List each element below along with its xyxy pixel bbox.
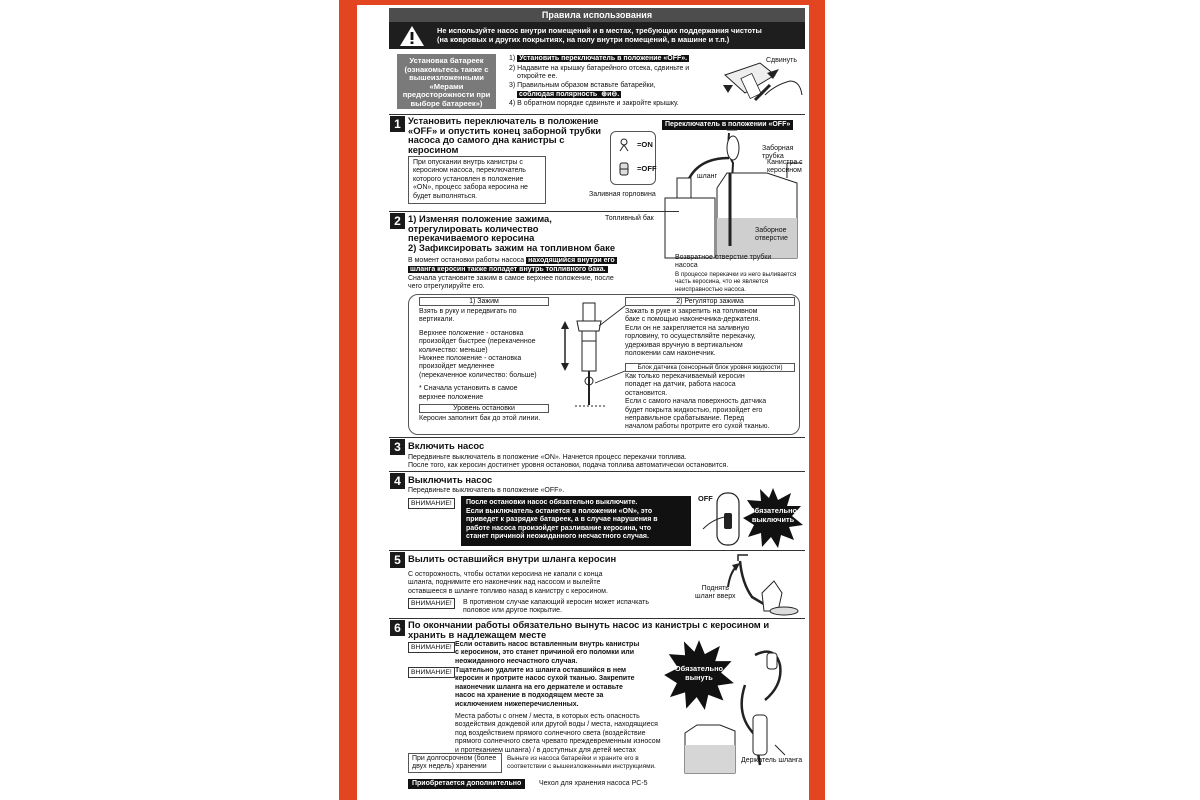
clamp-line: (перекаченное количество: больше) — [419, 371, 537, 379]
s5-line: шланга, поднимите его наконечник над насосом и вылейте — [408, 579, 601, 587]
s6-places-line: Места работы с огнем / места, в которых есть опасность — [455, 713, 640, 720]
regulator-line: Зажать в руке и закрепить на топливном — [625, 308, 758, 315]
switch-on-icon — [617, 137, 631, 153]
regulator-text — [625, 308, 760, 358]
clamp-line: количество: меньше) — [419, 346, 488, 354]
separator — [389, 550, 805, 551]
step-number-3: 3 — [390, 439, 405, 455]
s1-note-line: керосином насоса, переключатель — [413, 167, 526, 175]
sensor-line: Если с самого начала поверхность датчика — [625, 398, 767, 406]
s4-burst-line: Обязательно — [748, 506, 798, 515]
s6-w1-line: неожиданного несчастного случая. — [455, 657, 578, 665]
s6-warning-tag-2: ВНИМАНИЕ! — [408, 667, 455, 678]
optional-label: Приобретается дополнительно — [408, 779, 525, 789]
s6-warning-tag-1: ВНИМАНИЕ! — [408, 642, 455, 653]
s6-places-line: и протеканием шланга) / в доступных для детей местах — [455, 746, 637, 754]
separator — [389, 211, 679, 212]
battery-step-3: 3) Правильным образом вставьте батарейки, — [509, 82, 656, 89]
battery-step-3b — [517, 91, 621, 99]
s4-burst-text — [746, 507, 800, 524]
regulator-line: Если он не закрепляется на заливную — [625, 324, 750, 332]
s6-burst-line: вынуть — [685, 672, 713, 682]
stop-level-text: Керосин заполнит бак до этой линии. — [419, 415, 541, 422]
s6-places-line: воздействия дождевой или другой воды / места, находящиеся — [455, 721, 658, 729]
clamp-illustration — [555, 301, 625, 411]
regulator-line: баке с помощью наконечника-держателя. — [625, 316, 761, 324]
warning-line-1: Не используйте насос внутри помещений и в местах, требующих поддержания чистоты — [437, 26, 762, 35]
storage-text-line: Выньте из насоса батарейки и храните его в — [507, 755, 639, 762]
storage-box-line: При долгосрочном (более — [412, 755, 497, 762]
s2-intro-3: Сначала установите зажим в самое верхнее положение, после — [408, 275, 614, 282]
suction-hole-label — [755, 227, 788, 243]
switch-off-icon — [617, 161, 631, 177]
return-hole-line: насоса — [675, 262, 698, 269]
sensor-line: будет покрыта жидкостью, произойдет его — [625, 406, 763, 414]
storage-box-line: двух недель) хранении — [412, 763, 487, 771]
battery-box-line: (ознакомьтесь также с — [404, 64, 489, 74]
clamp-line: * Сначала установить в самое — [419, 385, 518, 393]
clamp-line: верхнее положение — [419, 393, 484, 401]
s4-text: Передвиньте выключатель в положение «OFF». — [408, 487, 565, 494]
step-number-4: 4 — [390, 473, 405, 489]
clamp-line: произойдет медленнее — [419, 363, 495, 371]
lift-hose-line: шланг вверх — [695, 593, 736, 600]
return-hole-line: Возвратное отверстие трубки — [675, 254, 772, 261]
s5-warning-tag: ВНИМАНИЕ! — [408, 598, 455, 609]
s3-title: Включить насос — [408, 440, 485, 451]
sensor-line: попадет на датчик, работа насоса — [625, 381, 736, 389]
sensor-text — [625, 373, 769, 432]
switch-off-label: Переключатель в положении «OFF» — [662, 120, 793, 130]
s6-w2-line: Тщательно удалите из шланга оставшийся в нем — [455, 667, 627, 674]
lift-hose-line: Поднять — [701, 585, 729, 592]
s2-title-line: перекачиваемого керосина — [408, 232, 535, 244]
battery-step-4: 4) В обратном порядке сдвиньте и закройте крышку. — [509, 100, 679, 107]
step-number-6: 6 — [390, 620, 405, 636]
warning-triangle-icon — [399, 25, 425, 47]
return-note-line: В процессе перекачки из него выливается — [675, 271, 797, 278]
s1-title-line: насоса до самого дна канистры с — [408, 134, 565, 146]
storage-text-line: соответствии с вышеизложенными инструкциями. — [507, 763, 656, 770]
s2-intro-4: чего отрегулируйте его. — [408, 283, 485, 290]
step-number-5: 5 — [390, 552, 405, 568]
polarity-symbols: ⊕и⊖. — [601, 91, 620, 98]
canister-label-line: керосином — [767, 167, 802, 174]
s6-w1-line: Если оставить насос вставленным внутрь канистры — [455, 641, 640, 648]
on-label: =ON — [637, 140, 653, 149]
s5-warning-line: половое или другое покрытие. — [463, 607, 562, 615]
s1-note-line: будет выполняться. — [413, 192, 478, 200]
regulator-title: 2) Регулятор зажима — [625, 297, 795, 306]
battery-step-2b: откройте ее. — [517, 73, 558, 80]
regulator-line: положении сам наконечник. — [625, 350, 716, 358]
s4-warning-box — [461, 496, 691, 546]
s6-w2-line: исключением нижеперечисленных. — [455, 700, 579, 708]
step-1-text: Установить переключатель в положение «OFF». — [519, 55, 688, 62]
s5-text — [408, 571, 608, 596]
storage-box — [408, 753, 502, 773]
sensor-line: остановится. — [625, 389, 668, 397]
s6-w2-line: насос на хранение в подходящем месте за — [455, 692, 604, 700]
hose-label: шланг — [697, 173, 718, 180]
s2-intro-c: шланга керосин также попадет внутрь топливного бака. — [410, 266, 606, 273]
regulator-line: удерживая вручную в вертикальном — [625, 341, 743, 349]
clamp-line: Взять в руку и передвигать по — [419, 308, 517, 315]
s4-warning-line: станет причиной неожиданного несчастного случая. — [466, 533, 649, 541]
s2-title-line: отрегулировать количество — [408, 222, 539, 234]
s5-warning-text — [463, 599, 649, 616]
battery-box-line: Установка батареек — [409, 56, 484, 65]
return-hole-label — [675, 254, 771, 270]
header-bar — [389, 8, 805, 22]
s5-line: С осторожность, чтобы остатки керосина не капали с конца — [408, 571, 603, 578]
s3-line: После того, как керосин достигнет уровня остановки, подача топлива автоматически остановится. — [408, 462, 729, 470]
instruction-sheet — [357, 5, 809, 800]
s5-line: оставшееся в шланге топливо назад в канистру с керосином. — [408, 587, 608, 595]
battery-box-line: выборе батареек») — [410, 98, 483, 108]
s3-text — [408, 454, 728, 471]
s2-intro-a: В момент остановки работы насоса — [408, 257, 525, 264]
s6-w2-line: наконечник шланга на его держателе и оставьте — [455, 683, 623, 691]
s4-warning-line: Если выключатель останется в положении «ON», это — [466, 507, 653, 515]
s2-title-line: 1) Изменяя положение зажима, — [408, 213, 552, 224]
s1-title-line: «OFF» и опустить конец заборной трубки — [408, 124, 601, 136]
s4-title: Выключить насос — [408, 474, 493, 485]
off-switch-label: OFF — [698, 494, 713, 503]
s6-w2-line: керосин и протрите насос сухой тканью. Закрепите — [455, 675, 635, 683]
clamp-line: вертикали. — [419, 316, 455, 324]
battery-box — [397, 54, 496, 109]
s5-title: Вылить оставшийся внутри шланга керосин — [408, 553, 617, 564]
s4-warning-line: После остановки насос обязательно выключите. — [466, 499, 638, 506]
lift-hose-illustration — [722, 553, 802, 615]
clamp-line: Нижнее положение - остановка — [419, 355, 522, 363]
s6-places — [455, 713, 661, 755]
s1-note-line: которого установлен в положение — [413, 175, 524, 183]
sensor-line: Как только перекачиваемый керосин — [625, 373, 745, 380]
warning-line-2: (на ковровых и других покрытиях, на полу внутри помещений, в машине и т.п.) — [437, 35, 730, 44]
canister-label-line: Канистра с — [767, 159, 803, 166]
s6-places-line: прямого солнечного света чревато преждевременным износом — [455, 738, 661, 746]
s1-title — [408, 116, 601, 154]
slide-label: Сдвинуть — [766, 57, 797, 64]
s4-warning-tag: ВНИМАНИЕ! — [408, 498, 455, 509]
step-number-1: 1 — [390, 116, 405, 132]
battery-box-line: предосторожности при — [402, 90, 491, 100]
s6-burst-line: Обязательно — [674, 664, 724, 673]
filler-neck-label: Заливная горловина — [589, 191, 656, 198]
suction-hole-line: отверстие — [755, 235, 788, 242]
s4-burst-line: выключить — [751, 514, 795, 524]
regulator-line: горловину, то осуществляйте перекачку, — [625, 333, 756, 341]
step-number-2: 2 — [390, 213, 405, 229]
step-number: 1) — [509, 55, 516, 62]
return-note-line: неисправностью насоса. — [675, 285, 747, 293]
s6-title — [408, 620, 769, 639]
s2-intro-1 — [408, 257, 617, 265]
optional-text: Чехол для хранения насоса PC-5 — [539, 780, 648, 787]
s6-warning-2 — [455, 667, 635, 709]
s2-title-line: 2) Зафиксировать зажим на топливном баке — [408, 241, 616, 253]
sensor-line: неправильное срабатывание. Перед — [625, 415, 745, 423]
s5-warning-line: В противном случае капающий керосин может испачкать — [463, 599, 649, 606]
suction-tube-label: Заборная трубка — [762, 145, 794, 160]
s1-title-line: керосином — [408, 143, 459, 155]
s6-w1-line: с керосином, это станет причиной его поломки или — [455, 649, 635, 657]
polarity-text: соблюдая полярность — [519, 91, 598, 98]
battery-step-1 — [509, 55, 689, 63]
battery-step-2: 2) Надавите на крышку батарейного отсека, сдвиньте и — [509, 65, 690, 72]
clamp-line: произойдет быстрее (перекаченное — [419, 338, 536, 346]
sensor-line: началом работы протрите его сухой тканью. — [625, 423, 770, 431]
clamp-title: 1) Зажим — [419, 297, 549, 306]
hose-holder-label: Держатель шланга — [741, 757, 803, 764]
off-label: =OFF — [637, 164, 657, 173]
s6-warning-1 — [455, 641, 639, 666]
fuel-tank-label: Топливный бак — [605, 215, 654, 222]
s4-warning-line: приведет к разрядке батареек, а в случае нарушения в — [466, 516, 658, 524]
clamp-text — [419, 308, 537, 402]
s1-note-line: «ON», процесс забора керосина не — [413, 184, 528, 192]
s1-note-line: При опускании внутрь канистры с — [413, 159, 523, 166]
lift-hose-label — [695, 585, 736, 601]
canister-label — [767, 159, 803, 175]
clamp-line: Верхнее положение - остановка — [419, 329, 524, 337]
return-hole-note — [675, 271, 796, 293]
s3-line: Передвиньте выключатель в положение «ON». Начнется процесс перекачки топлива. — [408, 454, 687, 461]
s1-note — [408, 156, 546, 204]
s2-intro-b: находящийся внутри его — [528, 257, 615, 264]
s4-warning-line: работе насоса произойдет разливание керосина, что — [466, 524, 652, 532]
return-note-line: часть керосина, что не является — [675, 278, 769, 286]
sensor-title: Блок датчика (сенсорный блок уровня жидкости) — [625, 363, 795, 372]
stop-level-title: Уровень остановки — [419, 404, 549, 413]
s2-title — [408, 214, 615, 252]
s6-title-line: хранить в надлежащем месте — [408, 628, 547, 640]
suction-hole-line: Заборное — [755, 227, 787, 234]
storage-text — [507, 755, 656, 771]
separator — [389, 437, 805, 438]
s6-title-line: По окончании работы обязательно вынуть насос из канистры с керосином и — [408, 619, 770, 630]
s6-places-line: под воздействием прямого солнечного света (воздействие — [455, 729, 646, 737]
separator — [389, 471, 805, 472]
s1-title-line: Установить переключатель в положение — [408, 115, 599, 126]
header-title: Правила использования — [541, 10, 653, 20]
battery-box-line: вышеизложенными «Мерами — [409, 73, 484, 91]
s2-intro-2 — [408, 266, 608, 274]
